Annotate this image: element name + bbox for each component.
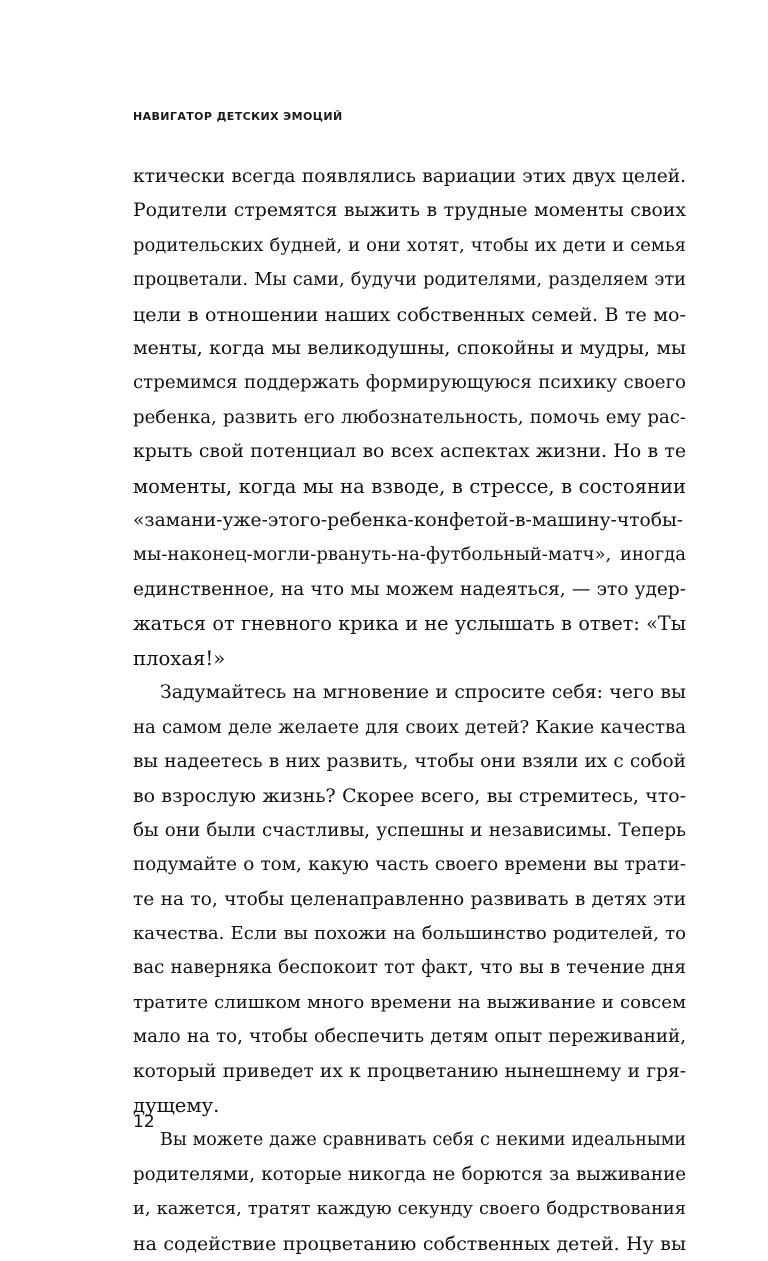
text-line: дущему.	[133, 1093, 220, 1117]
text-line: жаться от гневного крика и не услышать в ответ: «Ты	[133, 612, 686, 636]
text-line: моменты, когда мы на взводе, в стрессе, в состоянии	[133, 474, 686, 498]
text-line: вы надеетесь в них развить, чтобы они взяли их с собой	[133, 750, 686, 772]
text-line: Вы можете даже сравнивать себя с некими идеальными	[160, 1130, 686, 1151]
text-line: родительских будней, и они хотят, чтобы их дети и семья	[133, 234, 686, 256]
paragraph	[133, 676, 686, 1123]
text-line: процветали. Мы сами, будучи родителями, разделяем эти	[133, 269, 686, 291]
text-line: который приведет их к процветанию нынешнему и гря-	[133, 1060, 686, 1082]
page-number: 12	[133, 1112, 155, 1132]
paragraph	[133, 1123, 686, 1261]
text-line: крыть свой потенциал во всех аспектах жизни. Но в те	[133, 441, 686, 463]
text-line: цели в отношении наших собственных семей. В те мо-	[133, 303, 686, 326]
text-line: менты, когда мы великодушны, спокойны и мудры, мы	[133, 338, 686, 360]
text-line: на самом деле желаете для своих детей? Какие качества	[133, 716, 686, 738]
text-line: ребенка, развить его любознательность, помочь ему рас-	[133, 406, 686, 428]
text-line: подумайте о том, какую часть своего времени вы трати-	[133, 854, 686, 876]
text-line: ктически всегда появлялись вариации этих двух целей.	[133, 166, 686, 187]
text-line: тратите слишком много времени на выживание и совсем	[133, 991, 686, 1013]
text-line: «замани-уже-этого-ребенка-конфетой-в-машину-чтобы-	[133, 510, 684, 532]
text-line: те на то, чтобы целенаправленно развивать в детях эти	[133, 888, 686, 910]
text-line: родителями, которые никогда не борются за выживание	[133, 1163, 686, 1185]
text-line: и, кажется, тратят каждую секунду своего бодрствования	[133, 1199, 686, 1220]
body-text	[133, 160, 686, 1261]
running-head: НАВИГАТОР ДЕТСКИХ ЭМОЦИЙ	[133, 110, 343, 123]
text-line: единственное, на что мы можем надеяться, — это удер-	[133, 578, 686, 600]
text-line: качества. Если вы похожи на большинство родителей, то	[133, 922, 686, 944]
text-line: вас наверняка беспокоит тот факт, что вы в течение дня	[133, 957, 686, 979]
paragraph	[133, 160, 686, 676]
text-line: стремимся поддержать формирующуюся психику своего	[133, 372, 686, 394]
text-line: плохая!»	[133, 646, 226, 670]
text-line: во взрослую жизнь? Скорее всего, вы стремитесь, что-	[133, 785, 686, 808]
text-line: Задумайтесь на мгновение и спросите себя: чего вы	[160, 682, 686, 704]
text-line: бы они были счастливы, успешны и независимы. Теперь	[133, 819, 686, 841]
text-line: мы-наконец-могли-рвануть-на-футбольный-матч», иногда	[133, 544, 686, 566]
text-line: Родители стремятся выжить в трудные моменты своих	[133, 200, 686, 222]
text-line: на содействие процветанию собственных детей. Ну вы	[133, 1232, 686, 1255]
text-line: мало на то, чтобы обеспечить детям опыт переживаний,	[133, 1026, 686, 1048]
